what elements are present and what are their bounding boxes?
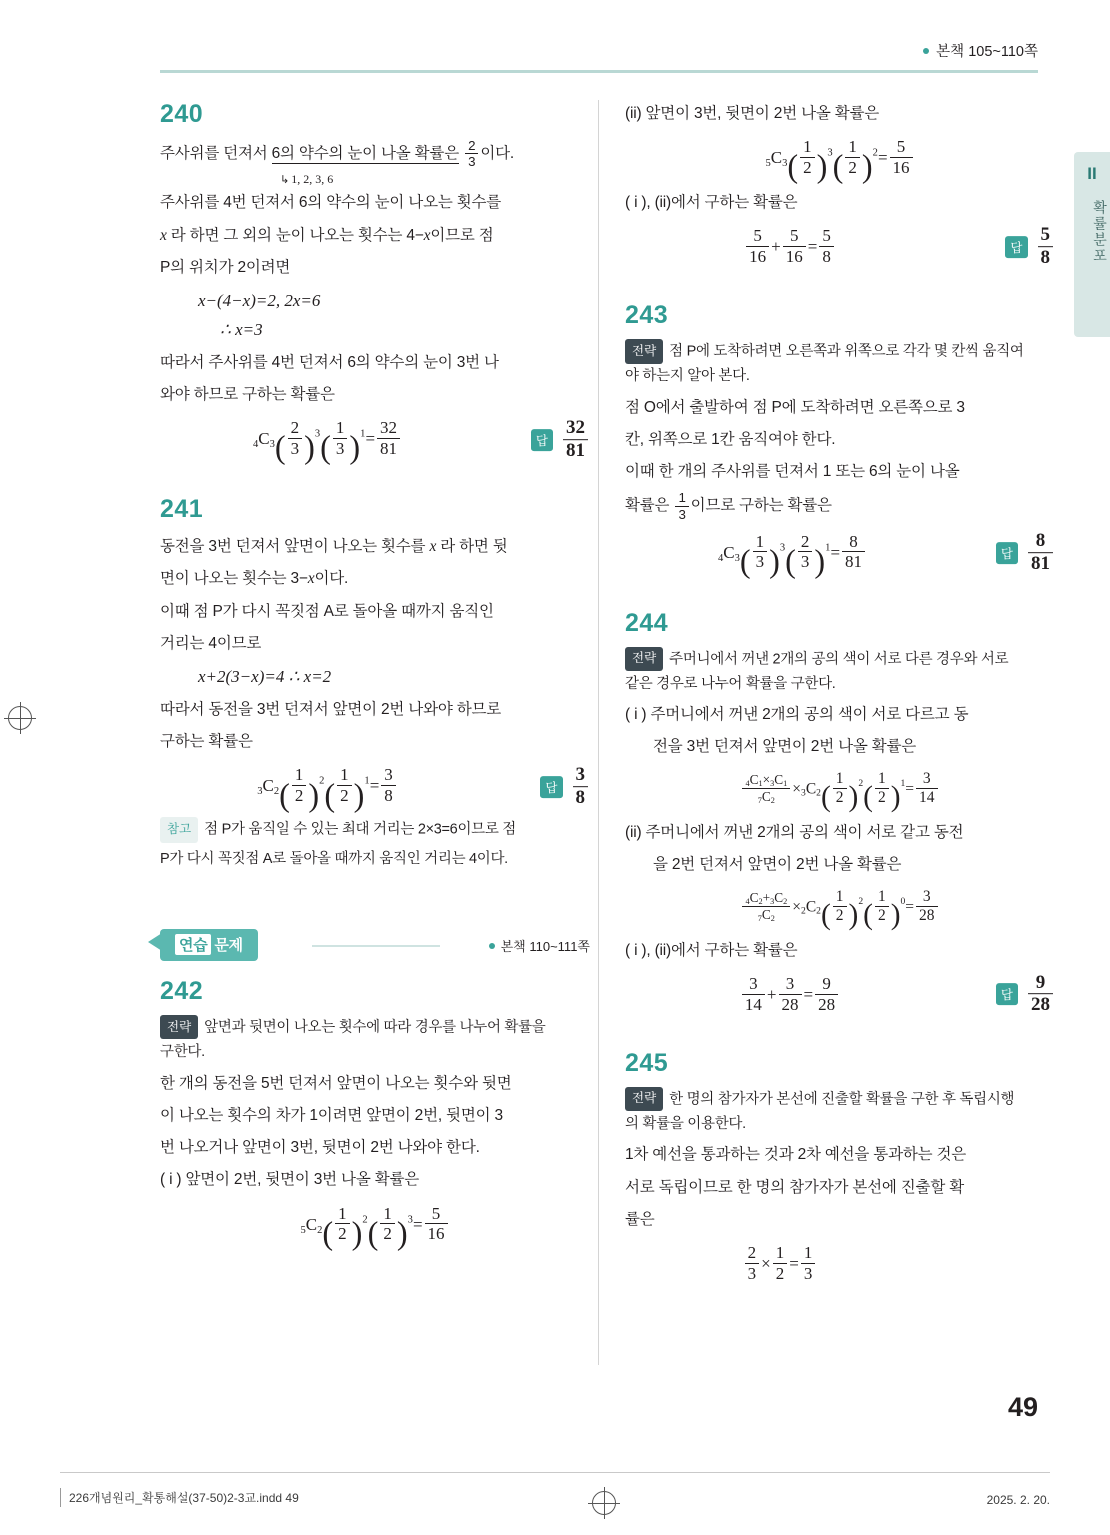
p245-strategy: 전략 한 명의 참가자가 본선에 진출할 확률을 구한 후 독립시행 bbox=[625, 1087, 1055, 1112]
registration-mark-icon bbox=[8, 706, 32, 730]
p244-line-2: 전을 3번 던져서 앞면이 2번 나올 확률은 bbox=[653, 738, 917, 756]
p245-equation: $\frac{2}{3}$ × $\frac{1}{2}$ = $\frac{1}{3}$ bbox=[625, 1243, 1055, 1284]
p240-equation-2: ∴ x=3 bbox=[220, 319, 263, 339]
hook-arrow-icon: ↳ bbox=[280, 173, 290, 187]
p244-answer: 답 $\frac{9}{28}$ bbox=[996, 972, 1055, 1018]
p244-strategy-2: 같은 경우로 나누어 확률을 구한다. bbox=[625, 675, 836, 692]
p240-underline: 6의 약수의 눈이 나올 확률은 bbox=[271, 144, 459, 162]
practice-reference-text: 본책 110~111쪽 bbox=[500, 939, 590, 955]
p241-answer: 답 $\frac{3}{8}$ bbox=[540, 764, 590, 810]
p245-line-3: 률은 bbox=[625, 1210, 655, 1228]
p244-sum: $\frac{3}{14}$ + $\frac{3}{28}$ = $\frac{9}{28}$ 답 $\frac{9}{28}$ bbox=[625, 974, 1055, 1015]
page-number: 49 bbox=[1007, 1392, 1038, 1422]
p242b-sum: $\frac{5}{16}$ + $\frac{5}{16}$ = $\frac{5}{8}$ 답 $\frac{5}{8}$ bbox=[625, 226, 1055, 267]
practice-label: 문제 bbox=[214, 937, 243, 955]
fraction: $\frac{2}{3}$ bbox=[465, 138, 478, 170]
p240-line-6: 와야 하므로 구하는 확률은 bbox=[160, 386, 335, 404]
answer-badge: 답 bbox=[1005, 236, 1027, 258]
p245-line-1: 1차 예선을 통과하는 것과 2차 예선을 통과하는 것은 bbox=[625, 1146, 967, 1164]
p240-answer: 답 $\frac{32}{81}$ bbox=[531, 417, 590, 463]
strategy-pill: 전략 bbox=[160, 1015, 198, 1039]
p240-line-2: 주사위를 4번 던져서 6의 약수의 눈이 나오는 횟수를 bbox=[160, 194, 502, 212]
p240-result: $_4C_3$( $\frac{2}{3}$ )$^3$( $\frac{1}{3}$ )$^1$= $\frac{32}{81}$ 답 $\frac{32}{81}$ bbox=[160, 418, 590, 461]
p240-line-5: 따라서 주사위를 4번 던져서 6의 약수의 눈이 3번 나 bbox=[160, 353, 499, 371]
practice-flag bbox=[160, 929, 258, 961]
p242-strategy: 전략 앞면과 뒷면이 나오는 횟수에 따라 경우를 나누어 확률을 bbox=[160, 1015, 590, 1040]
note-pill: 참고 bbox=[160, 817, 198, 842]
registration-mark-icon bbox=[592, 1491, 616, 1515]
p242-strategy-2: 구한다. bbox=[160, 1044, 205, 1061]
bullet-icon bbox=[489, 943, 495, 949]
p243-result: $_4C_3$( $\frac{1}{3}$ )$^3$( $\frac{2}{3}$ )$^1$= $\frac{8}{81}$ 답 $\frac{8}{81}$ bbox=[625, 532, 1055, 575]
practice-rule bbox=[312, 945, 440, 947]
p242-result: $_5C_2$( $\frac{1}{2}$ )$^2$( $\frac{1}{2}$ )$^3$= $\frac{5}{16}$ bbox=[160, 1204, 590, 1247]
footer-left bbox=[60, 1488, 299, 1507]
strategy-pill: 전략 bbox=[625, 647, 663, 671]
p244-line-3: (ii) 주머니에서 꺼낸 2개의 공의 색이 서로 같고 동전 bbox=[625, 823, 964, 841]
p242b-result: $_5C_3$( $\frac{1}{2}$ )$^3$( $\frac{1}{2}$ )$^2$= $\frac{5}{16}$ bbox=[625, 137, 1055, 180]
p243-line-2: 칸, 위쪽으로 1칸 움직여야 한다. bbox=[625, 430, 836, 448]
header-reference bbox=[923, 40, 1038, 61]
p241-line-2: 면이 나오는 횟수는 3−x이다. bbox=[160, 570, 349, 588]
footer-rule bbox=[60, 1472, 1050, 1473]
p243-line-4: 확률은 $\frac{1}{3}$ 이므로 구하는 확률은 bbox=[625, 490, 832, 522]
p242-line-4: ( i ) 앞면이 2번, 뒷면이 3번 나올 확률은 bbox=[160, 1171, 420, 1189]
bullet-icon bbox=[923, 48, 929, 54]
problem-number-245: 245 bbox=[625, 1048, 669, 1077]
p244-result-1: $\frac{_4C_1\times_3C_1}{_7C_2}$ $\times_3C_2$( $\frac{1}{2}$ )$^2$( $\frac{1}{2}$ )$^1$= $\frac{3}{14}$ bbox=[625, 770, 1055, 810]
problem-number-243: 243 bbox=[625, 301, 669, 330]
p243-answer: 답 $\frac{8}{81}$ bbox=[996, 530, 1055, 576]
p242-answer: 답 $\frac{5}{8}$ bbox=[1005, 224, 1055, 270]
practice-section-header bbox=[160, 929, 590, 963]
side-tab-label: 확률분포 bbox=[1092, 200, 1108, 264]
p245-strategy-2: 의 확률을 이용한다. bbox=[625, 1115, 746, 1132]
p241-line-4: 거리는 4이므로 bbox=[160, 634, 262, 652]
header-rule bbox=[160, 70, 1038, 73]
p244-result-2: $\frac{_4C_2+_3C_2}{_7C_2}$ $\times_2C_2$( $\frac{1}{2}$ )$^2$( $\frac{1}{2}$ )$^0$= $\frac{3}{28}$ bbox=[625, 888, 1055, 928]
side-tab-roman: II bbox=[1087, 164, 1097, 183]
problem-number-240: 240 bbox=[160, 100, 204, 128]
p242b-line-1: (ii) 앞면이 3번, 뒷면이 2번 나올 확률은 bbox=[625, 105, 880, 122]
p241-line-6: 구하는 확률은 bbox=[160, 733, 253, 751]
p243-line-1: 점 O에서 출발하여 점 P에 도착하려면 오른쪽으로 3 bbox=[625, 398, 965, 416]
side-tab bbox=[1074, 152, 1110, 337]
p241-result: $_3C_2$( $\frac{1}{2}$ )$^2$( $\frac{1}{2}$ )$^1$= $\frac{3}{8}$ 답 $\frac{3}{8}$ bbox=[160, 765, 590, 808]
p241-line-5: 따라서 동전을 3번 던져서 앞면이 2번 나와야 하므로 bbox=[160, 701, 502, 719]
footer-filename: 226개념원리_확통해설(37-50)2-3교.indd 49 bbox=[69, 1491, 299, 1505]
answer-badge: 답 bbox=[531, 429, 553, 451]
practice-reference bbox=[489, 936, 590, 955]
p244-strategy: 전략 주머니에서 꺼낸 2개의 공의 색이 서로 다른 경우와 서로 bbox=[625, 647, 1055, 672]
column-divider bbox=[598, 100, 599, 1365]
answer-badge: 답 bbox=[996, 542, 1018, 564]
p240-annotation: ↳ 1, 2, 3, 6 bbox=[280, 172, 334, 187]
p241-line-3: 이때 점 P가 다시 꼭짓점 A로 돌아올 때까지 움직인 bbox=[160, 602, 494, 620]
p241-equation-1: x+2(3−x)=4 ∴ x=2 bbox=[198, 667, 332, 687]
p240-line-3: x 라 하면 그 외의 눈이 나오는 횟수는 4−x이므로 점 bbox=[160, 226, 494, 244]
p242-line-2: 이 나오는 횟수의 차가 1이려면 앞면이 2번, 뒷면이 3 bbox=[160, 1106, 503, 1124]
p243-strategy-2: 야 하는지 알아 본다. bbox=[625, 368, 750, 385]
problem-number-241: 241 bbox=[160, 495, 204, 524]
strategy-pill: 전략 bbox=[625, 339, 663, 363]
answer-badge: 답 bbox=[540, 776, 562, 798]
fraction: $\frac{1}{3}$ bbox=[675, 490, 688, 522]
practice-lead: 연습 bbox=[175, 934, 211, 955]
header-reference-text: 본책 105~110쪽 bbox=[936, 44, 1038, 60]
p244-line-1: ( i ) 주머니에서 꺼낸 2개의 공의 색이 서로 다르고 동 bbox=[625, 706, 969, 723]
answer-badge: 답 bbox=[996, 984, 1018, 1006]
p242b-line-2: ( i ), (ii)에서 구하는 확률은 bbox=[625, 194, 798, 212]
footer-divider bbox=[60, 1488, 61, 1507]
p240-line-4: P의 위치가 2이려면 bbox=[160, 258, 291, 276]
right-column bbox=[625, 100, 1055, 1293]
p241-note: 참고 점 P가 움직일 수 있는 최대 거리는 2×3=6이므로 점 bbox=[160, 817, 590, 842]
p240-line-1: 주사위를 던져서 6의 약수의 눈이 나올 확률은 $\frac{2}{3}$ 이다. bbox=[160, 138, 514, 170]
p244-line-5: ( i ), (ii)에서 구하는 확률은 bbox=[625, 941, 798, 959]
p243-line-3: 이때 한 개의 주사위를 던져서 1 또는 6의 눈이 나올 bbox=[625, 463, 960, 481]
strategy-pill: 전략 bbox=[625, 1087, 663, 1111]
footer-date: 2025. 2. 20. bbox=[986, 1493, 1050, 1507]
p242-line-1: 한 개의 동전을 5번 던져서 앞면이 나오는 횟수와 뒷면 bbox=[160, 1074, 512, 1092]
p242-line-3: 번 나오거나 앞면이 3번, 뒷면이 2번 나와야 한다. bbox=[160, 1139, 480, 1157]
p240-equation-1: x−(4−x)=2, 2x=6 bbox=[198, 290, 321, 310]
problem-number-242: 242 bbox=[160, 977, 204, 1006]
p244-line-4: 을 2번 던져서 앞면이 2번 나올 확률은 bbox=[653, 856, 902, 874]
p243-strategy: 전략 점 P에 도착하려면 오른쪽과 위쪽으로 각각 몇 칸씩 움직여 bbox=[625, 339, 1055, 364]
left-column bbox=[160, 100, 590, 1255]
p245-line-2: 서로 독립이므로 한 명의 참가자가 본선에 진출할 확 bbox=[625, 1178, 964, 1196]
p241-line-1: 동전을 3번 던져서 앞면이 나오는 횟수를 x 라 하면 뒷 bbox=[160, 538, 508, 556]
p241-note-2: P가 다시 꼭짓점 A로 돌아올 때까지 움직인 거리는 4이다. bbox=[160, 850, 508, 867]
problem-number-244: 244 bbox=[625, 608, 669, 637]
